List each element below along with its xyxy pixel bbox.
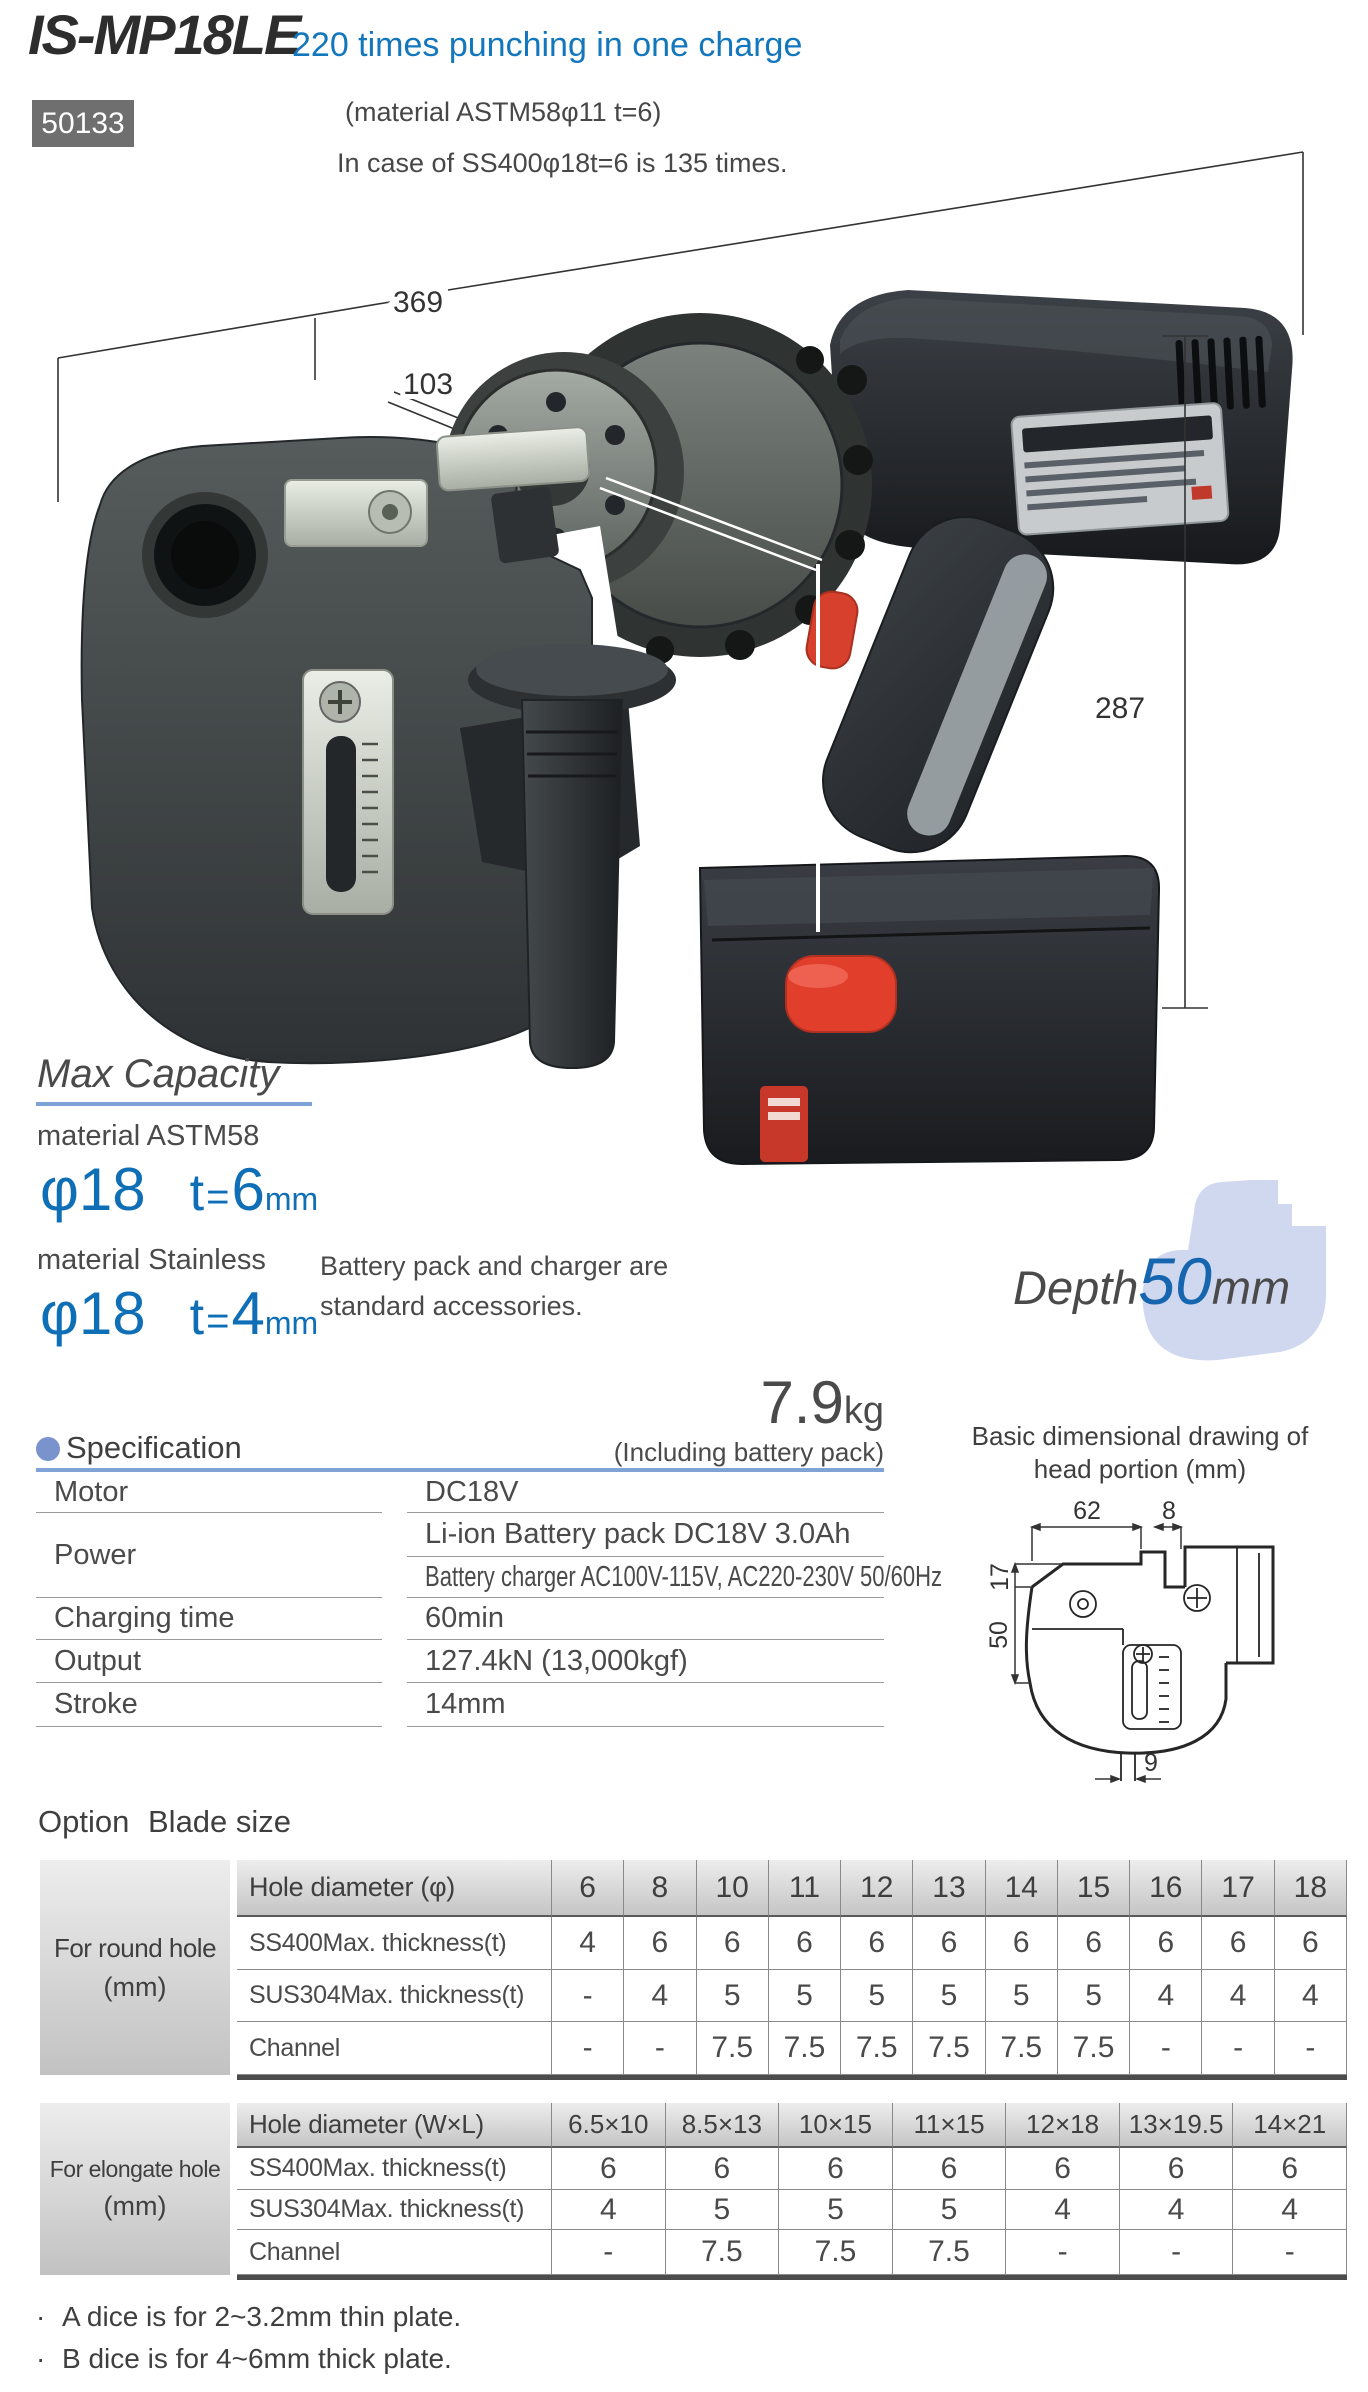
blade-col-header: Hole diameter (φ) [237, 1860, 552, 1917]
blade-cell: 6 [1130, 1917, 1202, 1970]
blade-cell: 6 [624, 1917, 696, 1970]
blade-cell: 6 [841, 1917, 913, 1970]
blade-cell: 6 [1120, 2148, 1234, 2190]
blade-cell: 4 [552, 1917, 624, 1970]
blade-cell: 5 [666, 2190, 780, 2230]
dim-62: 62 [1073, 1497, 1101, 1525]
blade-cell: 4 [1120, 2190, 1234, 2230]
blade-col-header: 17 [1202, 1860, 1274, 1917]
gauge-plate [303, 670, 393, 914]
blade-cell: 4 [1233, 2190, 1347, 2230]
tool-illustration [82, 290, 1293, 1164]
product-photo-illustration [40, 140, 1330, 1170]
blade-cell: - [552, 1970, 624, 2022]
blade-cell: 4 [1275, 1970, 1347, 2022]
blade-row-label: Channel [237, 2230, 552, 2275]
blade-cell: 6 [1202, 1917, 1274, 1970]
blade-cell: 5 [841, 1970, 913, 2022]
elongate-hole-side-label: For elongate hole (mm) [40, 2103, 230, 2275]
blade-cell: 6 [1006, 2148, 1120, 2190]
spec-bullet-icon [36, 1437, 60, 1461]
blade-cell: 5 [779, 2190, 893, 2230]
blade-cell: 4 [1202, 1970, 1274, 2022]
blade-col-header: 11×15 [893, 2103, 1007, 2148]
headline-sub1: (material ASTM58φ11 t=6) [345, 97, 662, 127]
capacity-1-phi: φ18 [40, 1156, 146, 1223]
blade-cell: 5 [1058, 1970, 1130, 2022]
spec-value: 127.4kN (13,000kgf) [407, 1640, 884, 1683]
headline: 220 times punching in one charge [292, 26, 803, 64]
blade-cell: 6 [986, 1917, 1058, 1970]
blade-cell: 4 [624, 1970, 696, 2022]
blade-col-header: 14 [986, 1860, 1058, 1917]
capacity-2: φ18 t = 4 mm [40, 1280, 319, 1347]
blade-col-header: 13×19.5 [1120, 2103, 1234, 2148]
spec-value: DC18V [407, 1472, 884, 1513]
blade-col-header: 11 [769, 1860, 841, 1917]
blade-cell: 7.5 [913, 2022, 985, 2075]
blade-cell: 5 [986, 1970, 1058, 2022]
dim-9: 9 [1144, 1749, 1158, 1777]
dim-8: 8 [1162, 1497, 1176, 1525]
option-label: Option [38, 1804, 130, 1839]
round-hole-table [237, 1860, 1347, 2080]
blade-cell: - [1233, 2230, 1347, 2275]
spec-value: Li-ion Battery pack DC18V 3.0Ah [407, 1513, 884, 1557]
depth-callout: Depth 50 mm [1013, 1244, 1291, 1318]
blade-cell: 4 [1006, 2190, 1120, 2230]
weight-note: (Including battery pack) [613, 1437, 884, 1467]
blade-col-header: 12×18 [1006, 2103, 1120, 2148]
blade-row-label: SUS304Max. thickness(t) [237, 1970, 552, 2022]
blade-cell: 7.5 [1058, 2022, 1130, 2075]
blade-cell: - [1275, 2022, 1347, 2075]
blade-cell: 6 [697, 1917, 769, 1970]
blade-cell: 6 [913, 1917, 985, 1970]
blade-col-header: 6 [552, 1860, 624, 1917]
dim-17: 17 [986, 1563, 1014, 1591]
spec-label: Output [36, 1640, 382, 1683]
blade-cell: 7.5 [841, 2022, 913, 2075]
blade-cell: - [1202, 2022, 1274, 2075]
blade-col-header: 15 [1058, 1860, 1130, 1917]
blade-cell: 7.5 [779, 2230, 893, 2275]
blade-cell: - [624, 2022, 696, 2075]
material-1: material ASTM58 [37, 1120, 260, 1152]
blade-col-header: 13 [913, 1860, 985, 1917]
blade-cell: 4 [552, 2190, 666, 2230]
spec-value: 14mm [407, 1683, 884, 1727]
spec-label: Power [36, 1513, 382, 1598]
blade-cell: 6 [1275, 1917, 1347, 1970]
blade-cell: 6 [769, 1917, 841, 1970]
weight: 7.9 kg [760, 1369, 884, 1436]
blade-cell: 4 [1130, 1970, 1202, 2022]
spec-table [36, 1472, 943, 1727]
blade-cell: 6 [1058, 1917, 1130, 1970]
blade-cell: 7.5 [697, 2022, 769, 2075]
blade-row-label: SS400Max. thickness(t) [237, 2148, 552, 2190]
blade-size-label: Blade size [148, 1804, 292, 1839]
blade-col-header: 6.5×10 [552, 2103, 666, 2148]
blade-cell: 5 [913, 1970, 985, 2022]
blade-cell: - [1120, 2230, 1234, 2275]
capacity-1: φ18 t = 6 mm [40, 1156, 319, 1223]
spec-value: Battery charger AC100V-115V, AC220-230V 50/60Hz [407, 1557, 884, 1598]
blade-cell: 5 [697, 1970, 769, 2022]
max-capacity-title: Max Capacity [37, 1052, 280, 1096]
battery-pack [700, 856, 1159, 1164]
blade-col-header: 10×15 [779, 2103, 893, 2148]
material-2: material Stainless [37, 1244, 266, 1276]
blade-row-label: Channel [237, 2022, 552, 2075]
blade-row-label: SS400Max. thickness(t) [237, 1917, 552, 1970]
spec-title: Specification [66, 1430, 242, 1465]
headline-sub2: In case of SS400φ18t=6 is 135 times. [337, 148, 788, 178]
battery-label [760, 1086, 808, 1162]
accessories-note: Battery pack and charger are standard accessories. [320, 1251, 669, 1321]
dim-width-total: 369 [392, 286, 444, 319]
drawing-title: Basic dimensional drawing of head portion (mm) [971, 1421, 1309, 1484]
blade-col-header: 8.5×13 [666, 2103, 780, 2148]
note-b: · B dice is for 4~6mm thick plate. [36, 2343, 452, 2374]
blade-cell: 5 [893, 2190, 1007, 2230]
label-plate [1011, 403, 1229, 535]
blade-cell: - [552, 2022, 624, 2075]
max-capacity-underline [36, 1102, 312, 1106]
head-drawing [975, 1487, 1350, 1802]
blade-col-header: Hole diameter (W×L) [237, 2103, 552, 2148]
blade-cell: 7.5 [769, 2022, 841, 2075]
blade-col-header: 10 [697, 1860, 769, 1917]
blade-cell: 5 [769, 1970, 841, 2022]
elongate-hole-table [237, 2103, 1347, 2280]
blade-cell: - [1130, 2022, 1202, 2075]
dim-height-total: 287 [1094, 692, 1146, 725]
spec-label: Charging time [36, 1598, 382, 1640]
blade-cell: 6 [779, 2148, 893, 2190]
blade-cell: 7.5 [666, 2230, 780, 2275]
blade-col-header: 16 [1130, 1860, 1202, 1917]
note-a: · A dice is for 2~3.2mm thin plate. [36, 2301, 462, 2332]
blade-row-label: SUS304Max. thickness(t) [237, 2190, 552, 2230]
blade-cell: 6 [893, 2148, 1007, 2190]
blade-cell: 6 [666, 2148, 780, 2190]
blade-cell: 7.5 [893, 2230, 1007, 2275]
blade-col-header: 12 [841, 1860, 913, 1917]
dim-head-depth: 103 [402, 368, 454, 401]
blade-cell: 6 [1233, 2148, 1347, 2190]
punch-holder [436, 427, 589, 491]
blade-cell: 6 [552, 2148, 666, 2190]
page-title: IS-MP18LE [28, 3, 300, 66]
blade-col-header: 14×21 [1233, 2103, 1347, 2148]
spec-label: Motor [36, 1472, 382, 1513]
dim-50: 50 [985, 1621, 1013, 1649]
round-hole-side-label: For round hole (mm) [40, 1860, 230, 2075]
capacity-2-phi: φ18 [40, 1280, 146, 1347]
blade-col-header: 8 [624, 1860, 696, 1917]
spec-label: Stroke [36, 1683, 382, 1727]
dice-notes [36, 2296, 461, 2380]
blade-cell: 7.5 [986, 2022, 1058, 2075]
blade-cell: - [1006, 2230, 1120, 2275]
spec-value: 60min [407, 1598, 884, 1640]
blade-col-header: 18 [1275, 1860, 1347, 1917]
blade-cell: - [552, 2230, 666, 2275]
model-code-badge: 50133 [32, 100, 134, 147]
